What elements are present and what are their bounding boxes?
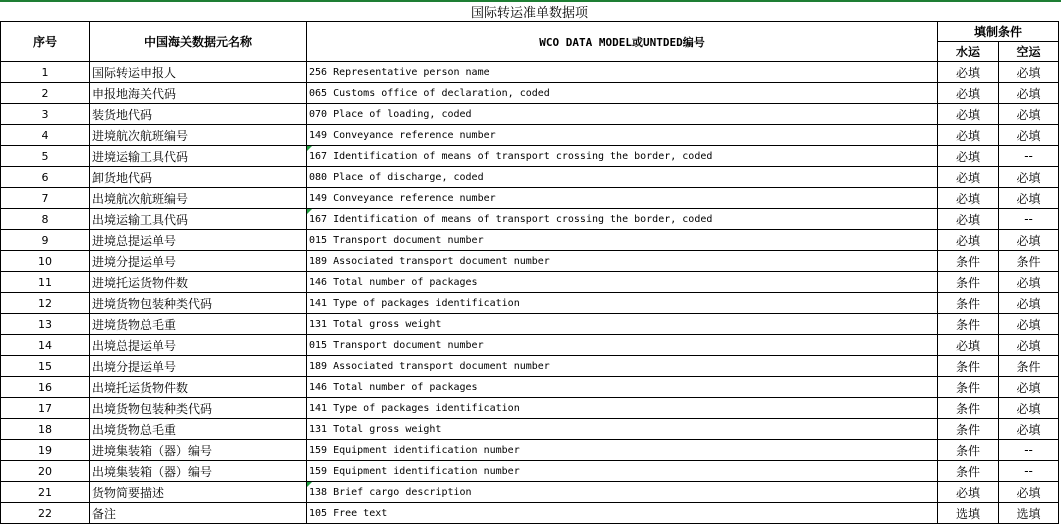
cell-customs-name[interactable] (90, 83, 307, 104)
cell-seq-text: 9 (41, 233, 49, 247)
cell-wco-text: 146 Total number of packages (309, 381, 478, 393)
cell-customs-name-text: 出境货物总毛重 (92, 422, 177, 437)
cell-water[interactable] (938, 125, 999, 146)
cell-wco[interactable] (307, 419, 938, 440)
cell-customs-name-text: 出境集装箱（器）编号 (92, 464, 213, 479)
cell-customs-name[interactable] (90, 251, 307, 272)
cell-customs-name-text: 出境货物包装种类代码 (92, 401, 213, 416)
cell-air-text: 必填 (1016, 485, 1041, 500)
cell-wco[interactable] (307, 125, 938, 146)
cell-air[interactable] (999, 146, 1059, 167)
table-row (1, 230, 1059, 251)
table-row (1, 188, 1059, 209)
cell-air[interactable] (999, 167, 1059, 188)
cell-customs-name[interactable] (90, 356, 307, 377)
cell-wco-text: 146 Total number of packages (309, 276, 478, 288)
cell-customs-name-text: 申报地海关代码 (92, 86, 177, 101)
cell-customs-name-text: 进境航次航班编号 (92, 128, 189, 143)
cell-seq-text: 19 (38, 443, 52, 457)
cell-water[interactable] (938, 167, 999, 188)
cell-air[interactable] (999, 293, 1059, 314)
cell-air-text: 必填 (1016, 380, 1041, 395)
cell-wco-text: 141 Type of packages identification (309, 402, 520, 414)
cell-wco-text: 131 Total gross weight (309, 318, 442, 330)
cell-wco[interactable] (307, 398, 938, 419)
cell-seq[interactable] (1, 104, 90, 125)
cell-air-text: 条件 (1016, 359, 1041, 374)
cell-air[interactable] (999, 440, 1059, 461)
cell-air[interactable] (999, 419, 1059, 440)
cell-air[interactable] (999, 482, 1059, 503)
cell-air-text: 必填 (1016, 86, 1041, 101)
cell-customs-name[interactable] (90, 209, 307, 230)
table-body (1, 62, 1059, 524)
cell-air[interactable] (999, 62, 1059, 83)
cell-seq-text: 1 (41, 65, 49, 79)
cell-water[interactable] (938, 209, 999, 230)
cell-air-text: 必填 (1016, 128, 1041, 143)
cell-water-text: 必填 (955, 212, 980, 227)
table-row (1, 62, 1059, 83)
cell-customs-name[interactable] (90, 440, 307, 461)
cell-air-text: 必填 (1016, 170, 1041, 185)
cell-customs-name[interactable] (90, 188, 307, 209)
cell-wco-text: 131 Total gross weight (309, 423, 442, 435)
cell-wco[interactable] (307, 146, 938, 167)
cell-water[interactable] (938, 62, 999, 83)
cell-customs-name[interactable] (90, 335, 307, 356)
cell-seq[interactable] (1, 461, 90, 482)
cell-customs-name[interactable] (90, 461, 307, 482)
cell-wco[interactable] (307, 230, 938, 251)
cell-water-text: 必填 (955, 485, 980, 500)
cell-seq[interactable] (1, 209, 90, 230)
table-row (1, 398, 1059, 419)
cell-water-text: 条件 (955, 401, 980, 416)
table-row (1, 293, 1059, 314)
cell-air[interactable] (999, 188, 1059, 209)
header-water: 水运 (938, 42, 999, 62)
cell-wco-text: 015 Transport document number (309, 234, 484, 246)
cell-seq-text: 22 (38, 506, 52, 520)
cell-water[interactable] (938, 440, 999, 461)
cell-seq-text: 12 (38, 296, 52, 310)
cell-seq[interactable] (1, 83, 90, 104)
cell-seq-text: 5 (41, 149, 49, 163)
sheet-title: 国际转运准单数据项 (1, 2, 1059, 22)
cell-wco-text: 159 Equipment identification number (309, 444, 520, 456)
table-row (1, 377, 1059, 398)
cell-water[interactable] (938, 146, 999, 167)
cell-water[interactable] (938, 293, 999, 314)
cell-water-text: 条件 (955, 422, 980, 437)
cell-water-text: 必填 (955, 107, 980, 122)
cell-water-text: 条件 (955, 254, 980, 269)
cell-air-text: 必填 (1016, 107, 1041, 122)
cell-air[interactable] (999, 377, 1059, 398)
table-row (1, 335, 1059, 356)
table-row (1, 167, 1059, 188)
cell-wco-text: 070 Place of loading, coded (309, 108, 472, 120)
cell-wco-text: 189 Associated transport document number (309, 255, 550, 267)
cell-water-text: 选填 (955, 506, 980, 521)
cell-seq-text: 6 (41, 170, 49, 184)
table-row (1, 125, 1059, 146)
cell-air[interactable] (999, 461, 1059, 482)
table-row (1, 251, 1059, 272)
cell-water-text: 条件 (955, 296, 980, 311)
cell-seq[interactable] (1, 398, 90, 419)
cell-wco[interactable] (307, 503, 938, 524)
cell-water[interactable] (938, 356, 999, 377)
cell-water-text: 必填 (955, 149, 980, 164)
cell-air-text: -- (1024, 443, 1033, 457)
cell-water[interactable] (938, 251, 999, 272)
table-row (1, 461, 1059, 482)
cell-air[interactable] (999, 272, 1059, 293)
cell-air-text: 必填 (1016, 65, 1041, 80)
cell-water-text: 必填 (955, 86, 980, 101)
cell-water-text: 必填 (955, 128, 980, 143)
cell-water-text: 条件 (955, 380, 980, 395)
cell-seq[interactable] (1, 482, 90, 503)
table-row (1, 440, 1059, 461)
cell-wco[interactable] (307, 461, 938, 482)
cell-wco[interactable] (307, 209, 938, 230)
cell-customs-name-text: 进境运输工具代码 (92, 149, 189, 164)
cell-customs-name[interactable] (90, 293, 307, 314)
cell-customs-name-text: 备注 (92, 506, 117, 521)
cell-water[interactable] (938, 230, 999, 251)
cell-wco-text: 105 Free text (309, 507, 388, 519)
cell-wco-text: 015 Transport document number (309, 339, 484, 351)
cell-seq-text: 4 (41, 128, 49, 142)
cell-wco[interactable] (307, 314, 938, 335)
cell-seq-text: 18 (38, 422, 52, 436)
cell-customs-name[interactable] (90, 272, 307, 293)
cell-seq-text: 8 (41, 212, 49, 226)
cell-water[interactable] (938, 398, 999, 419)
cell-air-text: 必填 (1016, 338, 1041, 353)
cell-water[interactable] (938, 314, 999, 335)
cell-air-text: 必填 (1016, 275, 1041, 290)
cell-seq[interactable] (1, 440, 90, 461)
title-row (1, 2, 1059, 22)
cell-water[interactable] (938, 482, 999, 503)
cell-wco[interactable] (307, 440, 938, 461)
comment-indicator-icon (307, 482, 312, 487)
cell-air[interactable] (999, 230, 1059, 251)
cell-wco[interactable] (307, 272, 938, 293)
table-row (1, 419, 1059, 440)
cell-customs-name-text: 进境总提运单号 (92, 233, 177, 248)
cell-air-text: 选填 (1016, 506, 1041, 521)
cell-air-text: 必填 (1016, 191, 1041, 206)
comment-indicator-icon (307, 209, 312, 214)
cell-wco-text: 189 Associated transport document number (309, 360, 550, 372)
cell-air[interactable] (999, 251, 1059, 272)
cell-seq-text: 2 (41, 86, 49, 100)
cell-air-text: 必填 (1016, 422, 1041, 437)
table-row (1, 272, 1059, 293)
table-row (1, 482, 1059, 503)
cell-customs-name[interactable] (90, 398, 307, 419)
cell-customs-name-text: 进境分提运单号 (92, 254, 177, 269)
cell-customs-name[interactable] (90, 104, 307, 125)
cell-wco-text: 167 Identification of means of transport crossing the border, coded (309, 213, 713, 225)
cell-wco[interactable] (307, 251, 938, 272)
cell-seq[interactable] (1, 167, 90, 188)
cell-customs-name-text: 进境托运货物件数 (92, 275, 189, 290)
cell-seq[interactable] (1, 356, 90, 377)
comment-indicator-icon (307, 146, 312, 151)
cell-wco-text: 167 Identification of means of transport crossing the border, coded (309, 150, 713, 162)
cell-air[interactable] (999, 503, 1059, 524)
cell-wco-text: 141 Type of packages identification (309, 297, 520, 309)
cell-water[interactable] (938, 83, 999, 104)
cell-air-text: -- (1024, 464, 1033, 478)
cell-wco[interactable] (307, 293, 938, 314)
cell-seq[interactable] (1, 335, 90, 356)
cell-seq-text: 15 (38, 359, 52, 373)
cell-air-text: 必填 (1016, 296, 1041, 311)
cell-seq-text: 11 (38, 275, 52, 289)
cell-wco[interactable] (307, 83, 938, 104)
header-fill-conditions: 填制条件 (938, 22, 1059, 42)
cell-water-text: 必填 (955, 170, 980, 185)
table-row (1, 356, 1059, 377)
cell-wco-text: 256 Representative person name (309, 66, 490, 78)
cell-water[interactable] (938, 104, 999, 125)
cell-water[interactable] (938, 461, 999, 482)
header-customs-name: 中国海关数据元名称 (90, 22, 307, 62)
cell-customs-name[interactable] (90, 503, 307, 524)
cell-air[interactable] (999, 83, 1059, 104)
cell-air-text: -- (1024, 212, 1033, 226)
cell-wco[interactable] (307, 335, 938, 356)
cell-seq-text: 20 (38, 464, 52, 478)
cell-wco[interactable] (307, 482, 938, 503)
header-air: 空运 (999, 42, 1059, 62)
cell-seq[interactable] (1, 62, 90, 83)
cell-water-text: 条件 (955, 359, 980, 374)
cell-seq-text: 17 (38, 401, 52, 415)
cell-air-text: -- (1024, 149, 1033, 163)
cell-air-text: 必填 (1016, 317, 1041, 332)
cell-seq-text: 13 (38, 317, 52, 331)
cell-water[interactable] (938, 377, 999, 398)
cell-wco[interactable] (307, 62, 938, 83)
cell-customs-name[interactable] (90, 167, 307, 188)
cell-customs-name-text: 货物简要描述 (92, 485, 165, 500)
cell-customs-name-text: 进境集装箱（器）编号 (92, 443, 213, 458)
cell-customs-name-text: 出境航次航班编号 (92, 191, 189, 206)
cell-seq-text: 16 (38, 380, 52, 394)
cell-water-text: 条件 (955, 443, 980, 458)
cell-water[interactable] (938, 335, 999, 356)
cell-customs-name[interactable] (90, 419, 307, 440)
cell-wco[interactable] (307, 377, 938, 398)
cell-air[interactable] (999, 314, 1059, 335)
header-seq: 序号 (1, 22, 90, 62)
cell-seq[interactable] (1, 314, 90, 335)
cell-customs-name[interactable] (90, 482, 307, 503)
cell-customs-name-text: 出境运输工具代码 (92, 212, 189, 227)
cell-seq[interactable] (1, 251, 90, 272)
cell-seq-text: 14 (38, 338, 52, 352)
cell-seq[interactable] (1, 146, 90, 167)
cell-seq-text: 3 (41, 107, 49, 121)
table-row (1, 104, 1059, 125)
cell-air[interactable] (999, 356, 1059, 377)
cell-wco-text: 159 Equipment identification number (309, 465, 520, 477)
cell-air[interactable] (999, 125, 1059, 146)
cell-water-text: 条件 (955, 275, 980, 290)
cell-customs-name-text: 卸货地代码 (92, 170, 153, 185)
cell-seq[interactable] (1, 419, 90, 440)
cell-seq[interactable] (1, 377, 90, 398)
header-wco: WCO DATA MODEL或UNTDED编号 (307, 22, 938, 62)
cell-air-text: 必填 (1016, 233, 1041, 248)
cell-customs-name-text: 出境总提运单号 (92, 338, 177, 353)
cell-water[interactable] (938, 272, 999, 293)
cell-wco-text: 149 Conveyance reference number (309, 129, 496, 141)
data-table (0, 2, 1059, 524)
cell-water-text: 必填 (955, 338, 980, 353)
cell-air-text: 条件 (1016, 254, 1041, 269)
cell-water[interactable] (938, 419, 999, 440)
cell-customs-name-text: 装货地代码 (92, 107, 153, 122)
cell-seq[interactable] (1, 188, 90, 209)
cell-wco[interactable] (307, 104, 938, 125)
cell-customs-name[interactable] (90, 125, 307, 146)
cell-customs-name[interactable] (90, 314, 307, 335)
cell-air-text: 必填 (1016, 401, 1041, 416)
cell-seq[interactable] (1, 293, 90, 314)
cell-water[interactable] (938, 188, 999, 209)
cell-air[interactable] (999, 398, 1059, 419)
cell-water-text: 条件 (955, 464, 980, 479)
cell-customs-name-text: 进境货物包装种类代码 (92, 296, 213, 311)
cell-customs-name-text: 出境托运货物件数 (92, 380, 189, 395)
cell-seq-text: 10 (38, 254, 52, 268)
cell-customs-name[interactable] (90, 62, 307, 83)
cell-wco[interactable] (307, 167, 938, 188)
cell-wco-text: 065 Customs office of declaration, coded (309, 87, 550, 99)
cell-water-text: 必填 (955, 233, 980, 248)
cell-customs-name-text: 出境分提运单号 (92, 359, 177, 374)
cell-customs-name-text: 进境货物总毛重 (92, 317, 177, 332)
cell-water-text: 必填 (955, 191, 980, 206)
cell-customs-name[interactable] (90, 377, 307, 398)
cell-seq[interactable] (1, 503, 90, 524)
cell-wco-text: 149 Conveyance reference number (309, 192, 496, 204)
cell-seq[interactable] (1, 230, 90, 251)
table-row (1, 314, 1059, 335)
cell-air[interactable] (999, 104, 1059, 125)
cell-wco[interactable] (307, 356, 938, 377)
table-row (1, 209, 1059, 230)
table-row (1, 503, 1059, 524)
cell-customs-name-text: 国际转运申报人 (92, 65, 177, 80)
cell-seq[interactable] (1, 125, 90, 146)
cell-water-text: 条件 (955, 317, 980, 332)
table-row (1, 83, 1059, 104)
cell-air[interactable] (999, 209, 1059, 230)
cell-wco-text: 080 Place of discharge, coded (309, 171, 484, 183)
cell-customs-name[interactable] (90, 146, 307, 167)
cell-wco[interactable] (307, 188, 938, 209)
cell-seq-text: 21 (38, 485, 52, 499)
cell-air[interactable] (999, 335, 1059, 356)
cell-water-text: 必填 (955, 65, 980, 80)
cell-wco-text: 138 Brief cargo description (309, 486, 472, 498)
cell-water[interactable] (938, 503, 999, 524)
table-row (1, 146, 1059, 167)
cell-customs-name[interactable] (90, 230, 307, 251)
cell-seq[interactable] (1, 272, 90, 293)
cell-seq-text: 7 (41, 191, 49, 205)
